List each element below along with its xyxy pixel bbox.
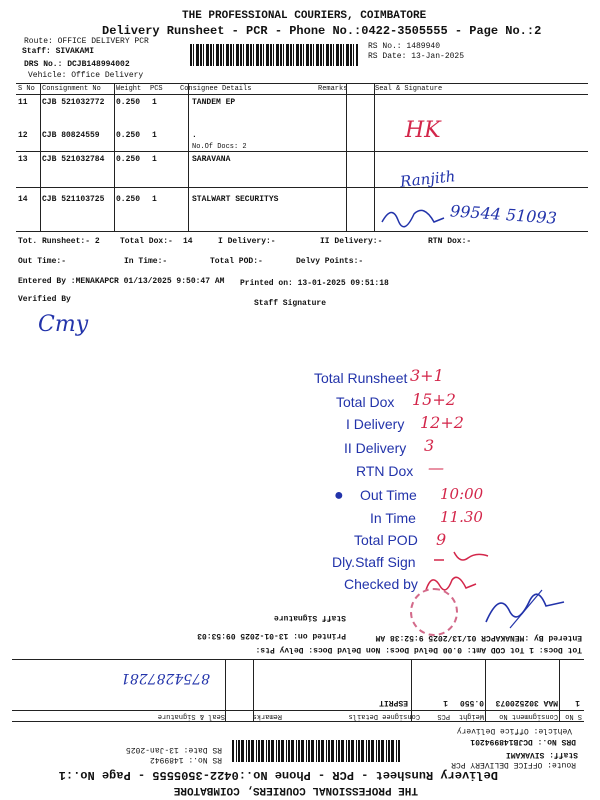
- col-sno-2: S No: [565, 712, 582, 720]
- drs-number-2: DRS No.: DCJB148994201: [470, 737, 576, 746]
- table-row: 1: [575, 698, 580, 707]
- runsheet-title-2: Delivery Runsheet - PCR - Phone No.:0422-3505555 - Page No.:1: [58, 768, 498, 782]
- ii-delivery: II Delivery:-: [320, 237, 383, 246]
- route-2: Route: OFFICE DELIVERY PCR: [451, 760, 576, 769]
- row-weight: 0.250: [116, 195, 141, 204]
- col-seal-2: Seal & Signature: [157, 712, 225, 720]
- signature-scribble-icon: [378, 200, 448, 230]
- row-consignee-2: ESPRIT: [379, 698, 408, 707]
- row-consignee: TANDEM EP: [192, 98, 236, 107]
- stamp-i-delivery-value: 12+2: [420, 413, 464, 432]
- row-pcs-2: 1: [443, 698, 448, 707]
- stamp-total-runsheet-value: 3+1: [410, 366, 444, 385]
- rs-number: RS No.: 1489940: [368, 42, 441, 51]
- stamp-total-pod-value: 9: [436, 530, 447, 549]
- stamp-out-time-value: 10:00: [440, 485, 484, 503]
- staff-2: Staff: SIVAKAMI: [505, 750, 578, 759]
- col-seal: Seal & Signature: [375, 85, 443, 93]
- row-weight: 0.250: [116, 98, 141, 107]
- delvy-points: Delvy Points:-: [296, 257, 364, 266]
- table-row: 12: [18, 131, 28, 140]
- out-time: Out Time:-: [18, 257, 67, 266]
- stamp-total-runsheet: Total Runsheet: [314, 370, 408, 386]
- entered-by-2: Entered By :MENAKAPCR 01/13/2025 9:52:38 AM: [375, 633, 582, 642]
- barcode-2: [232, 740, 400, 762]
- col-consignee-2: Consignee Details: [348, 712, 420, 720]
- row-weight: 0.250: [116, 155, 141, 164]
- row-pcs: 1: [152, 131, 157, 140]
- route: Route: OFFICE DELIVERY PCR: [24, 37, 149, 46]
- row-pcs: 1: [152, 155, 157, 164]
- stamp-total-dox: Total Dox: [336, 394, 395, 410]
- rs-date-2: RS Date: 13-Jan-2025: [125, 745, 222, 754]
- total-pod: Total POD:-: [210, 257, 263, 266]
- col-pcs-2: PCS: [437, 712, 450, 720]
- row-consignment: CJB 80824559: [42, 131, 100, 140]
- stamp-in-time: In Time: [370, 510, 416, 526]
- staff-signature: Staff Signature: [254, 299, 327, 308]
- printed-on: Printed on: 13-01-2025 09:51:18: [240, 279, 389, 288]
- row-consignee: STALWART SECURITYS: [192, 195, 279, 204]
- stamp-ii-delivery-value: 3: [424, 436, 435, 455]
- company-title: THE PROFESSIONAL COURIERS, COIMBATORE: [182, 10, 427, 22]
- row-pcs: 1: [152, 98, 157, 107]
- vehicle: Vehicle: Office Delivery: [28, 71, 144, 80]
- col-weight: Weight: [116, 85, 142, 93]
- handwritten-signature: HK: [405, 118, 441, 143]
- col-consignee: Consignee Details: [180, 85, 252, 93]
- total-dox-value: 14: [183, 237, 193, 246]
- stamp-total-dox-value: 15+2: [412, 390, 456, 409]
- row-consignment: CJB 521032784: [42, 155, 105, 164]
- stamp-total-pod: Total POD: [354, 532, 418, 548]
- row-consignment: CJB 521103725: [42, 195, 105, 204]
- row-weight: 0.250: [116, 131, 141, 140]
- total-runsheet: Tot. Runsheet:- 2: [18, 237, 100, 246]
- table-row: 14: [18, 195, 28, 204]
- col-sno: S No: [18, 85, 35, 93]
- barcode: [190, 44, 358, 66]
- staff: Staff: SIVAKAMI: [22, 47, 95, 56]
- staff-sign-scribble-icon: [428, 548, 498, 570]
- stamp-out-time: Out Time: [360, 487, 417, 503]
- staff-signature-2: Staff Signature: [273, 613, 346, 622]
- handwritten-name: Ranjith: [399, 167, 457, 191]
- stamp-ii-delivery: II Delivery: [344, 440, 407, 456]
- handwritten-phone: 99544 51093: [449, 201, 558, 228]
- printed-on-2: Printed on: 13-01-2025 09:53:03: [197, 631, 346, 640]
- stamp-rtn-dox-value: —: [428, 458, 444, 477]
- rs-number-2: RS No.: 1489942: [149, 755, 222, 764]
- col-remarks: Remarks: [318, 85, 348, 93]
- col-consignment-2: Consignment No: [499, 712, 558, 720]
- bullet-icon: ●: [334, 487, 344, 504]
- row-consignment: CJB 521032772: [42, 98, 105, 107]
- col-pcs: PCS: [150, 85, 163, 93]
- in-time: In Time:-: [124, 257, 168, 266]
- vehicle-2: Vehicle: Office Delivery: [456, 726, 572, 735]
- entered-by: Entered By :MENAKAPCR 01/13/2025 9:50:47 AM: [18, 277, 225, 286]
- row-doc-count: No.Of Docs: 2: [192, 143, 247, 151]
- col-remarks-2: Remarks: [252, 712, 282, 720]
- verifier-signature: Cmy: [38, 312, 89, 337]
- stamp-in-time-value: 11.30: [440, 508, 483, 526]
- col-consignment: Consignment No: [42, 85, 101, 93]
- runsheet-title: Delivery Runsheet - PCR - Phone No.:0422-3505555 - Page No.:2: [102, 24, 542, 38]
- row-weight-2: 0.550: [459, 698, 484, 707]
- row-pcs: 1: [152, 195, 157, 204]
- company-title-2: THE PROFESSIONAL COURIERS, COIMBATORE: [173, 784, 418, 796]
- stamp-checked-by: Checked by: [344, 576, 418, 592]
- stamp-i-delivery: I Delivery: [346, 416, 405, 432]
- row-consignment-2: MAA 302520073: [495, 698, 558, 707]
- col-weight-2: Weight: [458, 712, 484, 720]
- table-row: 11: [18, 98, 28, 107]
- drs-number: DRS No.: DCJB148994002: [24, 60, 130, 69]
- totals-line-2: Tot Docs: 1 Tot COD Amt: 0.00 Delvd Docs: Non Delvd Docs: Delvy Pts:: [255, 645, 582, 654]
- stamp-staff-sign: Dly.Staff Sign: [332, 554, 416, 570]
- rs-date: RS Date: 13-Jan-2025: [368, 52, 465, 61]
- handwritten-phone-2: 8754287281: [120, 670, 210, 686]
- total-dox-label: Total Dox:-: [120, 237, 173, 246]
- row-consignee: .: [192, 131, 197, 140]
- i-delivery: I Delivery:-: [218, 237, 276, 246]
- rtn-dox: RTN Dox:-: [428, 237, 472, 246]
- stamp-rtn-dox: RTN Dox: [356, 463, 414, 479]
- runsheet-page-1-inverted: [0, 585, 600, 800]
- verified-by: Verified By: [18, 295, 71, 304]
- table-row: 13: [18, 155, 28, 164]
- row-consignee: SARAVANA: [192, 155, 231, 164]
